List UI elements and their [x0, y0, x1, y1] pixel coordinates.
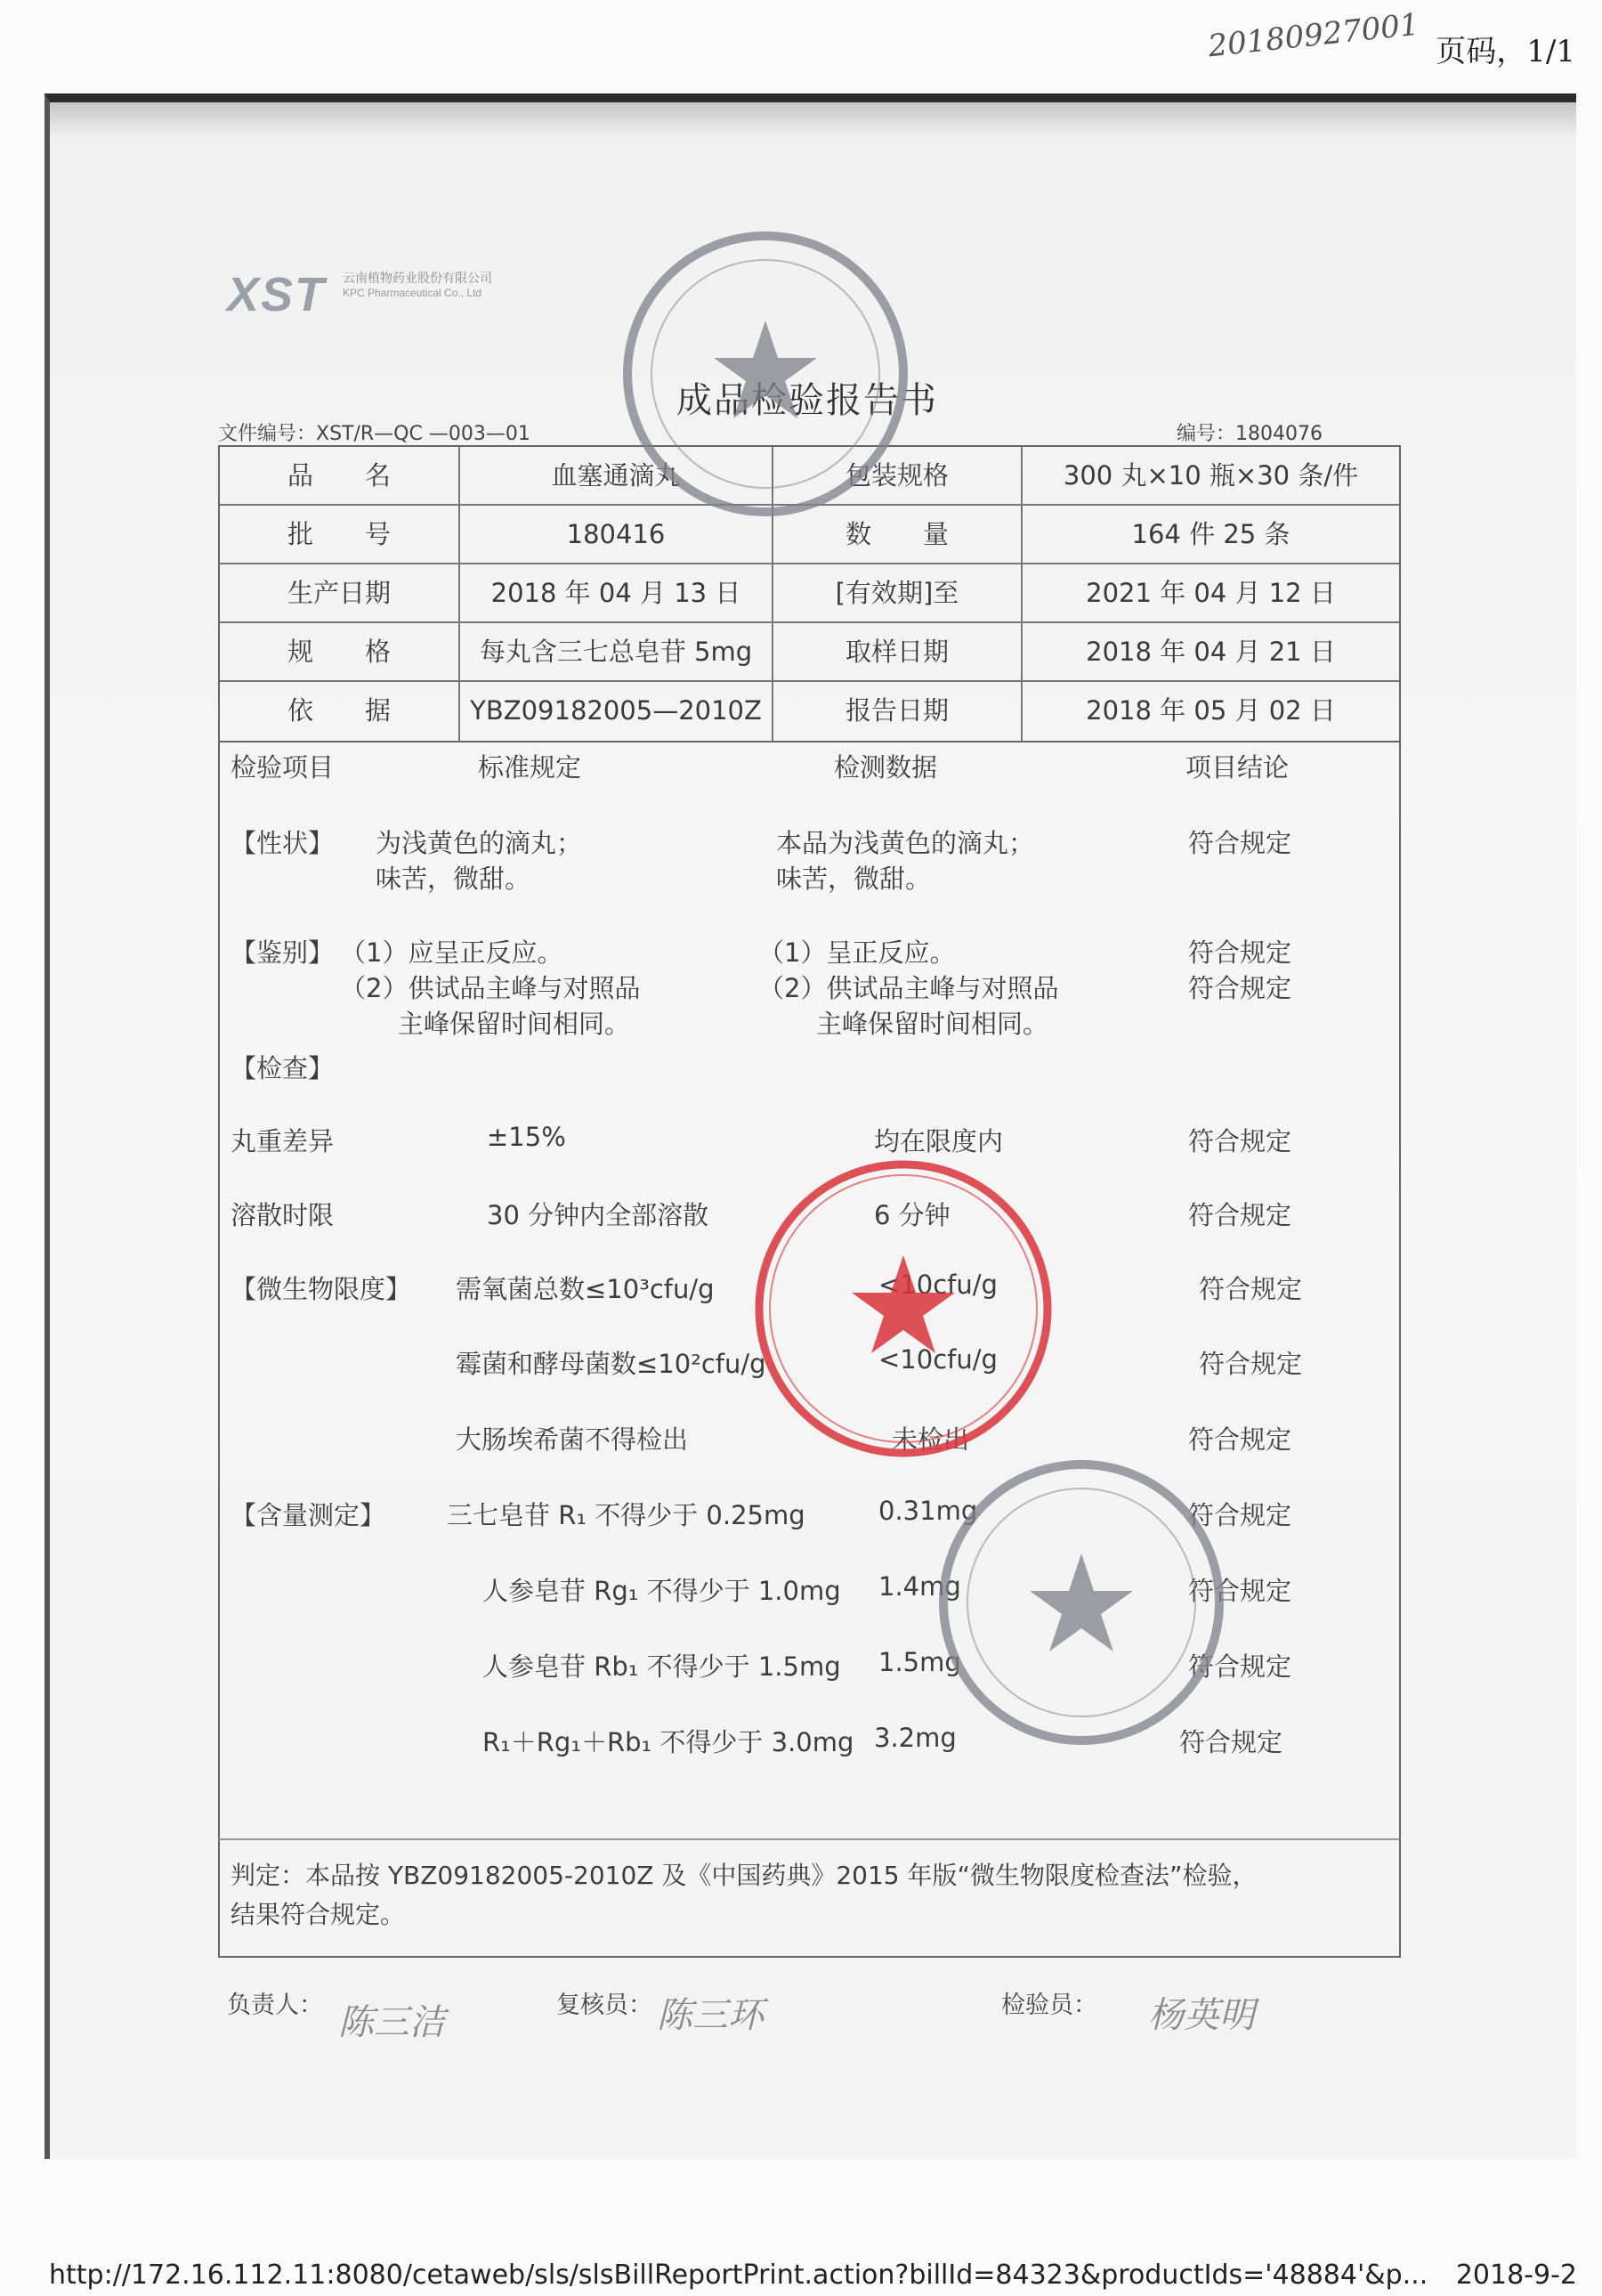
identification-1-standard: （1）应呈正反应。	[340, 937, 563, 968]
identification-2-data: （2）供试品主峰与对照品	[758, 973, 1059, 1003]
quantity-value: 164 件 25 条	[1131, 519, 1290, 549]
assay-4-conclusion: 符合规定	[1179, 1727, 1283, 1757]
microbial-3-standard: 大肠埃希菌不得检出	[456, 1424, 689, 1455]
package-label: 包装规格	[845, 460, 949, 491]
appearance-data: 本品为浅黄色的滴丸；	[776, 828, 1035, 858]
column-header-standard: 标准规定	[478, 752, 582, 783]
reviewer-label: 复核员：	[556, 1992, 652, 2019]
mfg-date-value: 2018 年 04 月 13 日	[490, 578, 741, 608]
assay-3-conclusion: 符合规定	[1188, 1651, 1292, 1682]
identification-2-standard: 主峰保留时间相同。	[398, 1009, 631, 1039]
assay-3-standard: 人参皂苷 Rb₁ 不得少于 1.5mg	[482, 1651, 841, 1682]
spec-value: 每丸含三七总皂苷 5mg	[479, 637, 753, 667]
file-number: 文件编号：XST/R—QC —003—01	[218, 423, 530, 445]
weight-variation-data: 均在限度内	[874, 1126, 1004, 1156]
microbial-2-conclusion: 符合规定	[1199, 1349, 1303, 1379]
identification-2-standard: （2）供试品主峰与对照品	[340, 973, 641, 1003]
print-date: 2018-9-2	[1455, 2259, 1577, 2291]
disintegration-label: 溶散时限	[231, 1200, 335, 1230]
disintegration-standard: 30 分钟内全部溶散	[487, 1200, 709, 1230]
assay-3-data: 1.5mg	[878, 1647, 961, 1677]
company-logo: XST	[227, 268, 327, 321]
batch-value: 180416	[566, 519, 666, 549]
sampling-label: 取样日期	[845, 637, 949, 667]
quantity-label: 数 量	[845, 519, 949, 549]
company-name-en: KPC Pharmaceutical Co., Ltd	[343, 287, 482, 299]
report-date: 2018 年 05 月 02 日	[1086, 695, 1336, 726]
disintegration-conclusion: 符合规定	[1188, 1200, 1292, 1230]
report-date-label: 报告日期	[845, 695, 949, 726]
section-appearance: 【性状】	[231, 828, 335, 858]
responsible-signature: 陈三洁	[338, 2002, 445, 2043]
red-seal-stamp	[748, 1153, 1059, 1464]
microbial-3-conclusion: 符合规定	[1188, 1424, 1292, 1455]
inspector-label: 检验员：	[1001, 1992, 1097, 2019]
product-name-label: 品 名	[287, 460, 391, 491]
assay-2-data: 1.4mg	[878, 1571, 961, 1602]
weight-variation-standard: ±15%	[487, 1122, 566, 1152]
section-assay: 【含量测定】	[231, 1500, 386, 1530]
assay-2-standard: 人参皂苷 Rg₁ 不得少于 1.0mg	[482, 1576, 841, 1606]
page-number: 页码，1/1	[1436, 34, 1575, 69]
disintegration-data: 6 分钟	[874, 1200, 951, 1230]
inspector-signature: 杨英明	[1148, 1995, 1255, 2036]
assay-1-standard: 三七皂苷 R₁ 不得少于 0.25mg	[447, 1500, 805, 1530]
expiry-value: 2021 年 04 月 12 日	[1086, 578, 1336, 608]
gray-seal-stamp	[614, 223, 917, 525]
identification-1-data: （1）呈正反应。	[758, 937, 956, 968]
company-name-cn: 云南植物药业股份有限公司	[343, 272, 492, 286]
handwritten-code: 20180927001	[1206, 6, 1421, 65]
print-url: http://172.16.112.11:8080/cetaweb/sls/slsBillReportPrint.action?billId=84323&productIds='48884'&p...	[49, 2259, 1428, 2291]
appearance-data: 味苦，微甜。	[776, 864, 932, 894]
product-name: 血塞通滴丸	[551, 460, 681, 491]
column-header-item: 检验项目	[231, 752, 335, 783]
section-microbial: 【微生物限度】	[231, 1274, 412, 1304]
responsible-label: 负责人：	[227, 1992, 323, 2019]
microbial-1-data: <10cfu/g	[878, 1270, 998, 1300]
judgement-box	[218, 1838, 1401, 1958]
report-number: 编号：1804076	[1177, 423, 1323, 445]
expiry-label: [有效期]至	[835, 578, 959, 608]
basis-label: 依 据	[287, 695, 391, 726]
column-header-conclusion: 项目结论	[1185, 752, 1290, 783]
microbial-1-standard: 需氧菌总数≤10³cfu/g	[456, 1274, 715, 1304]
sampling-date: 2018 年 04 月 21 日	[1086, 637, 1336, 667]
assay-2-conclusion: 符合规定	[1188, 1576, 1292, 1606]
judgement-text: 判定：本品按 YBZ09182005-2010Z 及《中国药典》2015 年版“微生物限度检查法”检验，	[231, 1861, 1258, 1890]
assay-4-standard: R₁＋Rg₁＋Rb₁ 不得少于 3.0mg	[482, 1727, 854, 1757]
spec-label: 规 格	[287, 637, 391, 667]
identification-2-data: 主峰保留时间相同。	[816, 1009, 1049, 1039]
mfg-date-label: 生产日期	[287, 578, 391, 608]
judgement-text: 结果符合规定。	[231, 1900, 406, 1929]
table-row	[220, 682, 1399, 739]
assay-1-conclusion: 符合规定	[1188, 1500, 1292, 1530]
microbial-2-data: <10cfu/g	[878, 1344, 998, 1375]
appearance-conclusion: 符合规定	[1188, 828, 1292, 858]
microbial-2-standard: 霉菌和酵母菌数≤10²cfu/g	[456, 1349, 766, 1379]
assay-1-data: 0.31mg	[878, 1496, 978, 1526]
column-header-data: 检测数据	[834, 752, 938, 783]
table-row	[220, 564, 1399, 623]
assay-4-data: 3.2mg	[874, 1723, 957, 1753]
appearance-standard: 味苦，微甜。	[376, 864, 531, 894]
identification-2-conclusion: 符合规定	[1188, 973, 1292, 1003]
basis-value: YBZ09182005—2010Z	[470, 695, 762, 726]
microbial-1-conclusion: 符合规定	[1199, 1274, 1303, 1304]
section-identification: 【鉴别】	[231, 937, 335, 968]
weight-variation-label: 丸重差异	[231, 1126, 335, 1156]
section-inspection: 【检查】	[231, 1053, 335, 1083]
gray-seal-stamp	[930, 1451, 1233, 1754]
reviewer-signature: 陈三环	[657, 1995, 764, 2036]
batch-label: 批 号	[287, 519, 391, 549]
table-row	[220, 623, 1399, 682]
appearance-standard: 为浅黄色的滴丸；	[376, 828, 583, 858]
report-title: 成品检验报告书	[676, 380, 938, 421]
package-value: 300 丸×10 瓶×30 条/件	[1063, 460, 1359, 491]
identification-1-conclusion: 符合规定	[1188, 937, 1292, 968]
weight-variation-conclusion: 符合规定	[1188, 1126, 1292, 1156]
microbial-3-data: 未检出	[892, 1424, 970, 1455]
